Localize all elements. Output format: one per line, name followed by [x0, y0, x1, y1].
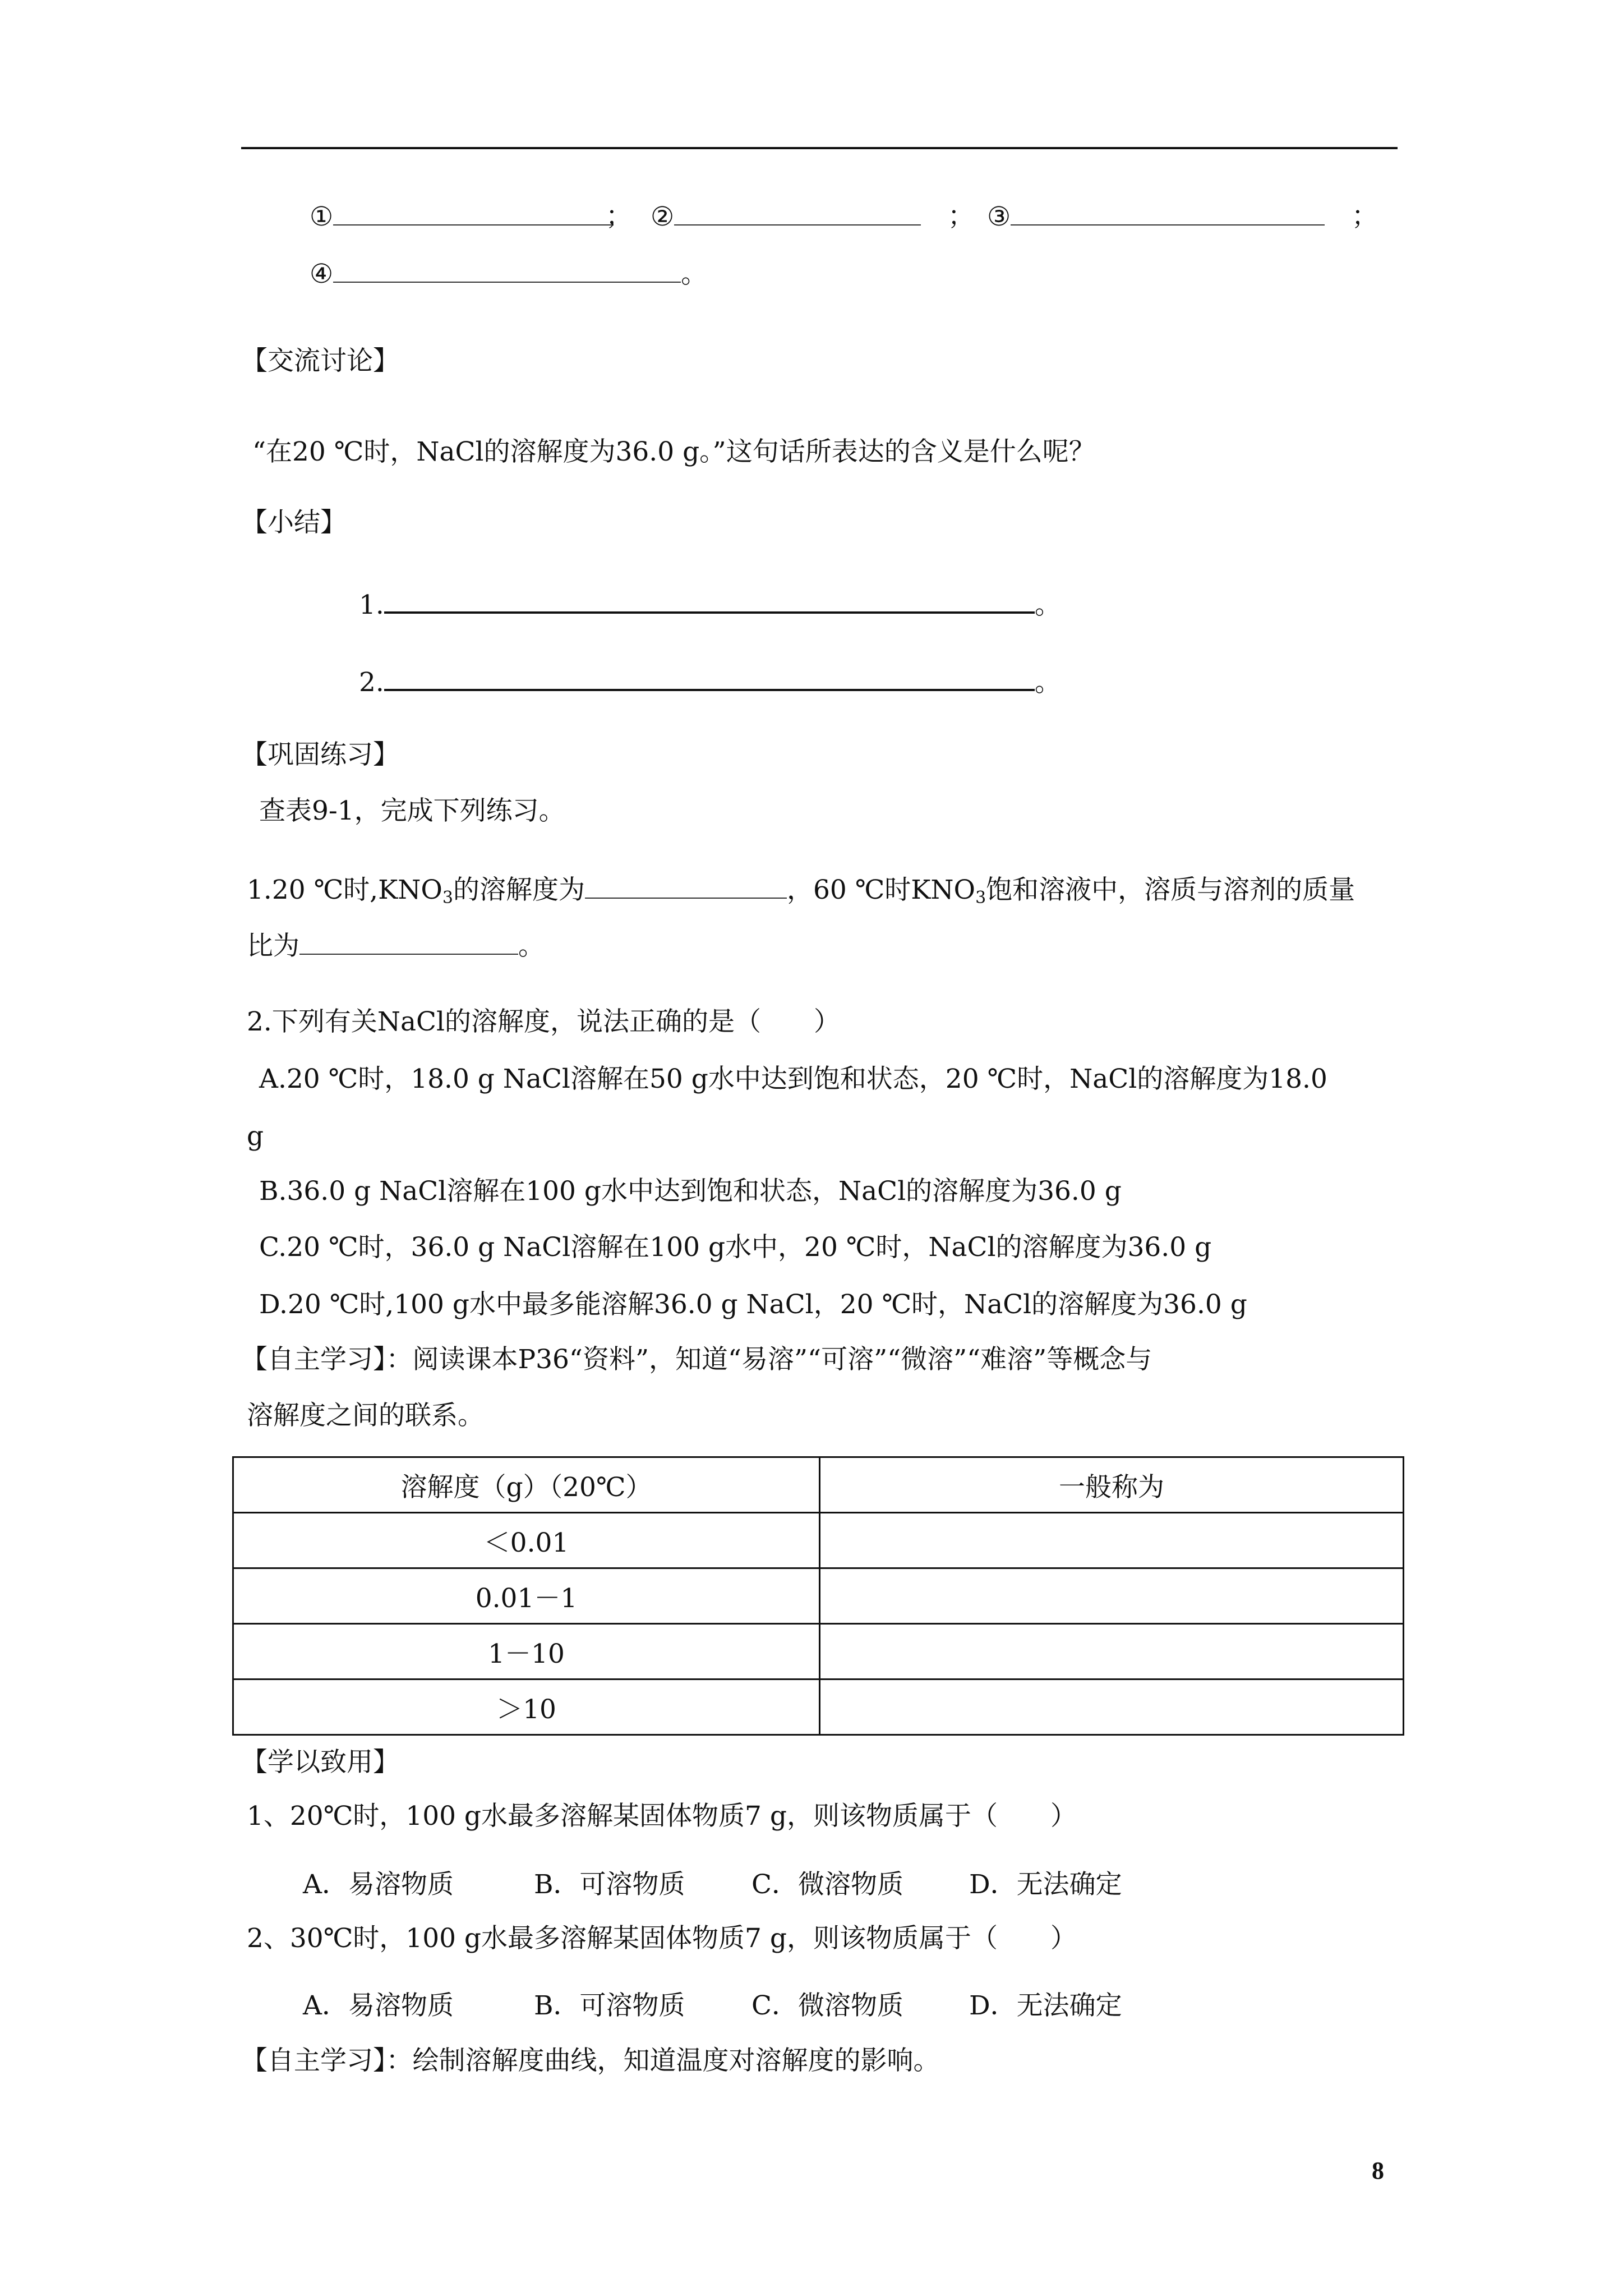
table-cell-range: 1－10 — [233, 1624, 820, 1680]
table-header-classification: 一般称为 — [820, 1457, 1404, 1513]
section-exchange-title: 【交流讨论】 — [241, 346, 399, 376]
practice-q2-option-d: D.20 ℃时,100 g水中最多能溶解36.0 g NaCl，20 ℃时，NaCl的溶解度为36.0 g — [259, 1289, 1247, 1320]
table-cell-answer[interactable] — [820, 1568, 1404, 1624]
practice-intro: 查表9-1，完成下列练习。 — [259, 795, 565, 826]
self-study-2-text: ：绘制溶解度曲线，知道温度对溶解度的影响。 — [386, 2045, 940, 2076]
header-rule — [241, 147, 1398, 149]
self-study-1-line2: 溶解度之间的联系。 — [247, 1400, 484, 1431]
q1-line2-a: 比为 — [247, 931, 299, 961]
apply-q2-option-c[interactable]: C．微溶物质 — [751, 1990, 903, 2021]
apply-q2-stem: 2、30℃时，100 g水最多溶解某固体物质7 g，则该物质属于（ ） — [247, 1923, 1077, 1954]
table-header-row — [233, 1457, 1404, 1513]
table-cell-range: 0.01－1 — [233, 1568, 820, 1624]
section-apply-title: 【学以致用】 — [241, 1747, 399, 1778]
q1-part-c: ，60 ℃时KNO — [786, 875, 976, 905]
table-header-solubility: 溶解度（g）（20℃） — [233, 1457, 820, 1513]
q1-part-b: 的溶解度为 — [453, 875, 585, 905]
summary-blank-2[interactable] — [384, 666, 1035, 691]
q1-sub: 3 — [442, 888, 453, 908]
apply-q2-option-d[interactable]: D．无法确定 — [969, 1990, 1122, 2021]
practice-q2-option-b: B.36.0 g NaCl溶解在100 g水中达到饱和状态，NaCl的溶解度为36.0 g — [259, 1176, 1122, 1207]
table-row — [233, 1513, 1404, 1568]
apply-q1-option-b[interactable]: B．可溶物质 — [534, 1869, 685, 1900]
practice-q2-option-a-line1: A.20 ℃时，18.0 g NaCl溶解在50 g水中达到饱和状态，20 ℃时，NaCl的溶解度为18.0 — [259, 1064, 1327, 1094]
separator-2: ； — [948, 201, 974, 232]
summary-item-2 — [359, 666, 1061, 696]
table-row — [233, 1680, 1404, 1735]
self-study-1-title: 【自主学习】 — [241, 1344, 386, 1375]
q1-blank-2[interactable] — [299, 931, 518, 955]
table-cell-range: ＜0.01 — [233, 1513, 820, 1568]
blank-label-4: ④ — [310, 259, 334, 289]
q1-line2-end: 。 — [518, 931, 545, 961]
table-cell-answer[interactable] — [820, 1680, 1404, 1735]
table-row — [233, 1624, 1404, 1680]
page-number: 8 — [1372, 2157, 1384, 2184]
summary-item-1 — [359, 589, 1061, 618]
solubility-table — [232, 1456, 1404, 1736]
table-row — [233, 1568, 1404, 1624]
blank-4-end: 。 — [681, 259, 708, 289]
q1-part-d: 饱和溶液中，溶质与溶剂的质量 — [986, 875, 1355, 905]
blank-line-4 — [310, 259, 707, 287]
blank-4[interactable] — [333, 259, 681, 283]
table-cell-answer[interactable] — [820, 1513, 1404, 1568]
blank-2[interactable] — [674, 202, 921, 226]
q1-blank-1[interactable] — [585, 875, 787, 899]
q1-sub2: 3 — [975, 888, 986, 908]
table-cell-answer[interactable] — [820, 1624, 1404, 1680]
apply-q2-option-a[interactable]: A．易溶物质 — [303, 1990, 454, 2021]
blank-line-2 — [651, 202, 921, 230]
blank-line-3 — [987, 202, 1325, 230]
practice-q2-option-a-line2: g — [247, 1121, 264, 1152]
apply-q2-option-b[interactable]: B．可溶物质 — [534, 1990, 685, 2021]
exchange-question: “在20 ℃时，NaCl的溶解度为36.0 g。”这句话所表达的含义是什么呢？ — [252, 436, 1095, 467]
summary-num-2: 2. — [359, 667, 384, 698]
blank-label-2: ② — [651, 201, 675, 232]
blank-label-1: ① — [310, 201, 334, 232]
summary-end-2: 。 — [1034, 667, 1061, 698]
self-study-2-title: 【自主学习】 — [241, 2045, 386, 2076]
practice-q1-line1 — [247, 875, 1355, 907]
section-summary-title: 【小结】 — [241, 507, 347, 538]
summary-blank-1[interactable] — [384, 589, 1035, 614]
separator-1: ； — [606, 201, 632, 232]
blank-label-3: ③ — [987, 201, 1011, 232]
self-study-1-text: ：阅读课本P36“资料”，知道“易溶”“可溶”“微溶”“难溶”等概念与 — [386, 1344, 1152, 1375]
apply-q1-stem: 1、20℃时，100 g水最多溶解某固体物质7 g，则该物质属于（ ） — [247, 1801, 1077, 1832]
practice-q2-stem: 2.下列有关NaCl的溶解度，说法正确的是（ ） — [247, 1006, 840, 1037]
summary-num-1: 1. — [359, 590, 384, 620]
summary-end-1: 。 — [1034, 590, 1061, 620]
blank-3[interactable] — [1011, 202, 1325, 226]
apply-q1-option-d[interactable]: D．无法确定 — [969, 1869, 1122, 1900]
section-practice-title: 【巩固练习】 — [241, 739, 399, 770]
blank-1[interactable] — [333, 202, 614, 226]
blank-line-1 — [310, 202, 614, 230]
apply-q1-option-c[interactable]: C．微溶物质 — [751, 1869, 903, 1900]
separator-3: ； — [1352, 201, 1378, 232]
self-study-1-line1 — [241, 1346, 1152, 1373]
self-study-2-line — [241, 2047, 940, 2074]
practice-q2-option-c: C.20 ℃时，36.0 g NaCl溶解在100 g水中，20 ℃时，NaCl的溶解度为36.0 g — [259, 1232, 1212, 1263]
apply-q1-option-a[interactable]: A．易溶物质 — [303, 1869, 454, 1900]
table-cell-range: ＞10 — [233, 1680, 820, 1735]
practice-q1-line2 — [247, 931, 545, 959]
q1-part-a: 1.20 ℃时,KNO — [247, 875, 442, 905]
